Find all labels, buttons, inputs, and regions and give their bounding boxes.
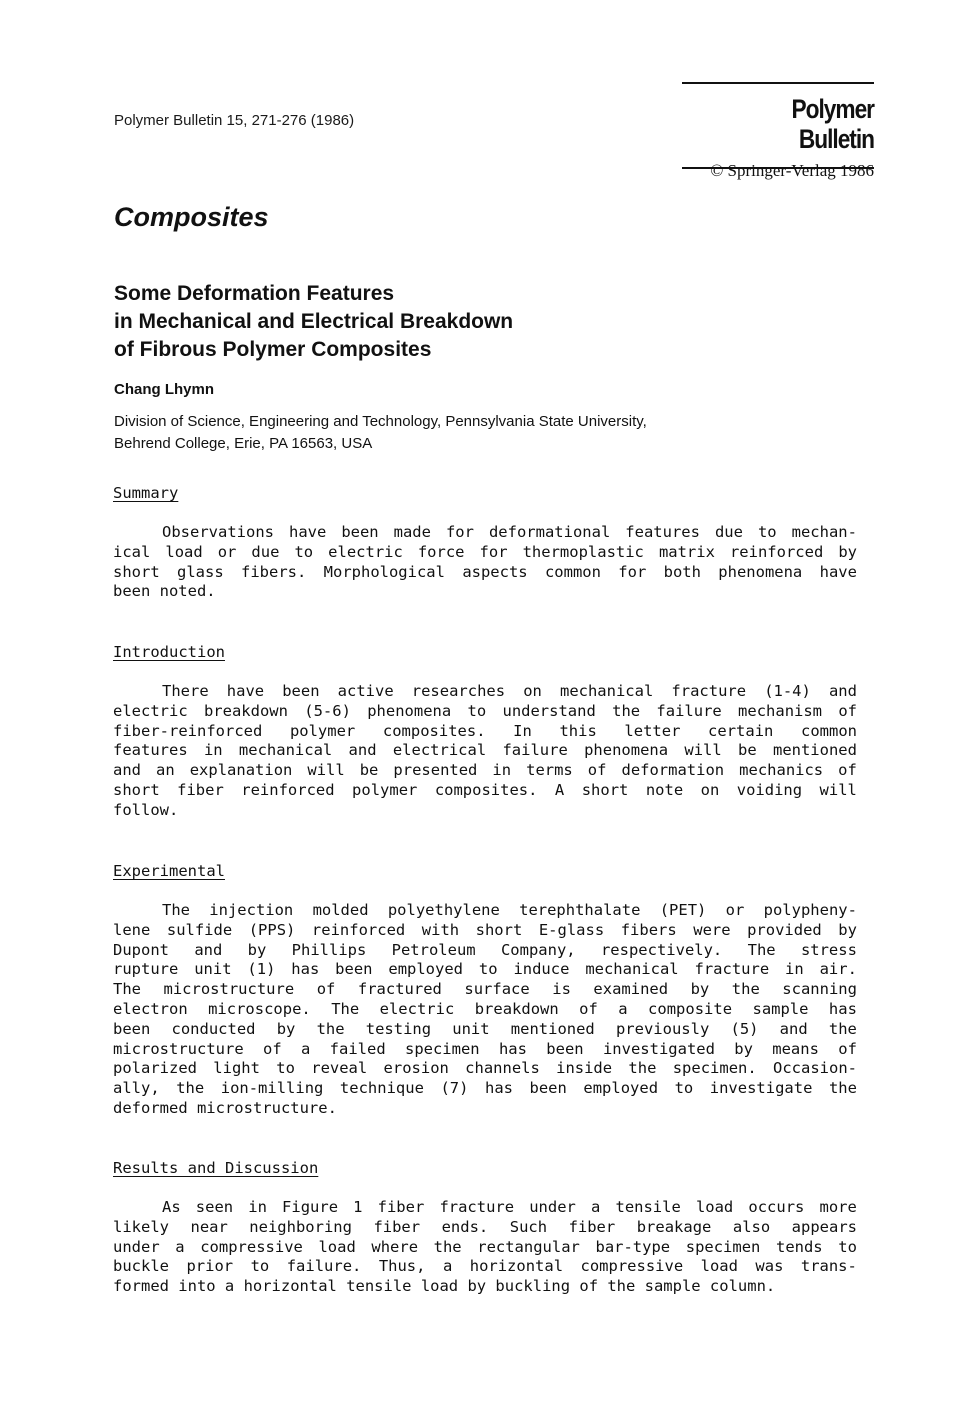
affiliation-line: Division of Science, Engineering and Technology, Pennsylvania State University, bbox=[114, 413, 647, 430]
text-line: deformed microstructure. bbox=[113, 1098, 337, 1117]
text-line: microstructure of a failed specimen has been investigated by means of bbox=[113, 1039, 857, 1058]
author-affiliation bbox=[114, 411, 647, 455]
title-line: in Mechanical and Electrical Breakdown bbox=[114, 310, 514, 333]
text-line: under a compressive load where the rectangular bar-type specimen tends to bbox=[113, 1237, 857, 1256]
section-heading-results: Results and Discussion bbox=[113, 1159, 319, 1177]
text-line: ical load or due to electric force for thermoplastic matrix reinforced by bbox=[113, 542, 857, 561]
text-line: electric breakdown (5-6) phenomena to understand the failure mechanism of bbox=[113, 701, 857, 720]
section-body-summary bbox=[113, 523, 857, 602]
text-line: follow. bbox=[113, 800, 179, 819]
text-line: formed into a horizontal tensile load by buckling of the sample column. bbox=[113, 1277, 776, 1296]
journal-citation: Polymer Bulletin 15, 271-276 (1986) bbox=[114, 112, 355, 129]
text-line: As seen in Figure 1 fiber fracture under a tensile load occurs more bbox=[162, 1198, 857, 1216]
text-line: short glass fibers. Morphological aspects common for both phenomena have bbox=[113, 562, 857, 581]
text-line: rupture unit (1) has been employed to induce mechanical fracture in air. bbox=[113, 960, 857, 979]
title-line: Some Deformation Features bbox=[114, 282, 395, 305]
section-body-experimental bbox=[113, 901, 857, 1119]
text-line: There have been active researches on mechanical fracture (1-4) and bbox=[162, 682, 857, 700]
section-body-introduction bbox=[113, 682, 857, 821]
section-heading-summary: Summary bbox=[113, 484, 179, 502]
section-heading-introduction: Introduction bbox=[113, 643, 225, 661]
text-line: and an explanation will be presented in terms of deformation mechanics of bbox=[113, 761, 857, 780]
text-line: The microstructure of fractured surface is examined by the scanning bbox=[113, 980, 857, 999]
affiliation-line: Behrend College, Erie, PA 16563, USA bbox=[114, 435, 373, 452]
journal-name: Polymer Bulletin bbox=[791, 94, 874, 154]
journal-masthead bbox=[682, 82, 874, 180]
publisher-copyright: © Springer-Verlag 1986 bbox=[710, 161, 874, 180]
text-line: been conducted by the testing unit mentioned previously (5) and the bbox=[113, 1019, 857, 1038]
text-line: been noted. bbox=[113, 582, 216, 601]
text-line: fiber-reinforced polymer composites. In this letter certain common bbox=[113, 721, 857, 740]
section-heading-experimental: Experimental bbox=[113, 862, 225, 880]
text-line: Observations have been made for deformational features due to mechan- bbox=[162, 523, 857, 541]
author-name: Chang Lhymn bbox=[114, 381, 214, 398]
text-line: lene sulfide (PPS) reinforced with short E-glass fibers were provided by bbox=[113, 920, 857, 939]
text-line: The injection molded polyethylene terephthalate (PET) or polypheny- bbox=[162, 901, 857, 919]
text-line: likely near neighboring fiber ends. Such fiber breakage also appears bbox=[113, 1217, 857, 1236]
text-line: ally, the ion-milling technique (7) has been employed to investigate the bbox=[113, 1079, 857, 1098]
text-line: buckle prior to failure. Thus, a horizontal compressive load was trans- bbox=[113, 1257, 857, 1276]
section-body-results bbox=[113, 1198, 857, 1297]
text-line: short fiber reinforced polymer composites. A short note on voiding will bbox=[113, 780, 857, 799]
text-line: electron microscope. The electric breakdown of a composite sample has bbox=[113, 999, 857, 1018]
text-line: Dupont and by Phillips Petroleum Company, respectively. The stress bbox=[113, 940, 857, 959]
text-line: polarized light to reveal erosion channels inside the specimen. Occasion- bbox=[113, 1059, 857, 1078]
text-line: features in mechanical and electrical failure phenomena will be mentioned bbox=[113, 741, 857, 760]
title-line: of Fibrous Polymer Composites bbox=[114, 338, 432, 361]
article-title bbox=[114, 280, 513, 364]
section-label: Composites bbox=[114, 202, 269, 232]
